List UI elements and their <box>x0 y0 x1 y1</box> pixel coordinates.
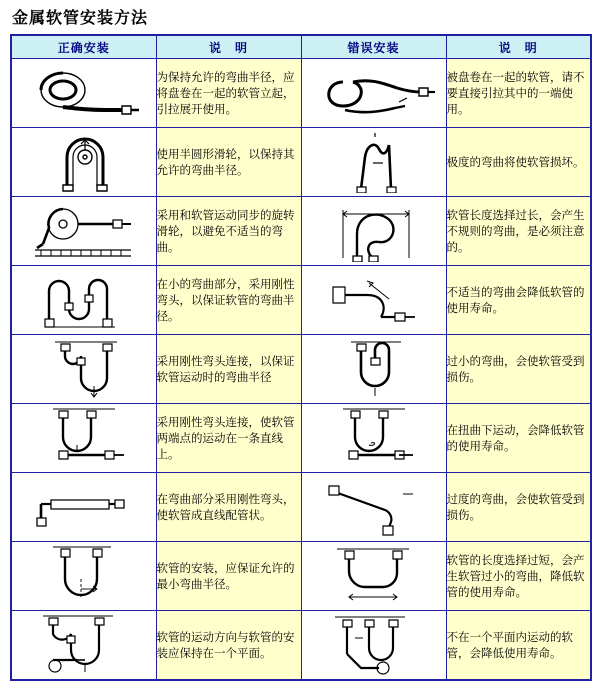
correct-description: 在小的弯曲部分，采用刚性弯头，以保证软管的弯曲半径。 <box>156 266 301 335</box>
rigid-bend-small-radius-icon <box>12 269 156 331</box>
wrong-description: 被盘卷在一起的软管，请不要直接引拉其中的一端使用。 <box>446 59 591 128</box>
correct-illustration-cell <box>11 266 156 335</box>
out-of-plane-motion-icon <box>302 614 446 676</box>
min-bend-radius-install-icon <box>12 545 156 607</box>
correct-description: 采用刚性弯头连接，以保证软管运动时的弯曲半径 <box>156 335 301 404</box>
too-long-hose-icon <box>302 545 446 607</box>
wrong-description: 软管的长度选择过短，会产生软管过小的弯曲，降低软管的使用寿命。 <box>446 542 591 611</box>
wrong-description: 不在一个平面内运动的软管，会降低使用寿命。 <box>446 611 591 681</box>
long-slack-hose-icon <box>302 200 446 262</box>
correct-description: 在弯曲部分采用刚性弯头，使软管成直线配管状。 <box>156 473 301 542</box>
table-row <box>11 473 591 542</box>
table-row <box>11 335 591 404</box>
correct-illustration-cell <box>11 128 156 197</box>
wrong-illustration-cell <box>301 197 446 266</box>
correct-description: 采用刚性弯头连接，使软管两端点的运动在一条直线上。 <box>156 404 301 473</box>
correct-description: 软管的运动方向与软管的安装应保持在一个平面。 <box>156 611 301 681</box>
wrong-illustration-cell <box>301 473 446 542</box>
correct-illustration-cell <box>11 542 156 611</box>
improper-bend-icon <box>302 269 446 331</box>
correct-illustration-cell <box>11 473 156 542</box>
wrong-description: 软管长度选择过长，会产生不规则的弯曲，是必须注意的。 <box>446 197 591 266</box>
straight-line-motion-icon <box>12 407 156 469</box>
table-row <box>11 128 591 197</box>
table-row <box>11 404 591 473</box>
header-description-2: 说 明 <box>446 35 591 59</box>
wrong-illustration-cell <box>301 128 446 197</box>
wrong-description: 在扭曲下运动，会降低软管的使用寿命。 <box>446 404 591 473</box>
tangled-coiled-hose-icon <box>302 62 446 124</box>
header-wrong-install: 错误安装 <box>301 35 446 59</box>
correct-illustration-cell <box>11 335 156 404</box>
header-description-1: 说 明 <box>156 35 301 59</box>
header-correct-install: 正确安装 <box>11 35 156 59</box>
wrong-illustration-cell <box>301 59 446 128</box>
table-row <box>11 542 591 611</box>
table-row <box>11 611 591 681</box>
hose-installation-table <box>10 34 592 681</box>
correct-illustration-cell <box>11 404 156 473</box>
correct-illustration-cell <box>11 611 156 681</box>
excessive-bend-icon <box>302 476 446 538</box>
correct-illustration-cell <box>11 59 156 128</box>
page-title: 金属软管安装方法 <box>12 8 149 27</box>
twisting-motion-icon <box>302 407 446 469</box>
correct-description: 软管的安装，应保证允许的最小弯曲半径。 <box>156 542 301 611</box>
correct-description: 采用和软管运动同步的旋转滑轮，以避免不适当的弯曲。 <box>156 197 301 266</box>
wrong-illustration-cell <box>301 266 446 335</box>
correct-description: 使用半圆形滑轮，以保持其允许的弯曲半径。 <box>156 128 301 197</box>
wrong-description: 过度的弯曲，会使软管受到损伤。 <box>446 473 591 542</box>
correct-illustration-cell <box>11 197 156 266</box>
too-tight-bend-icon <box>302 338 446 400</box>
wrong-illustration-cell <box>301 611 446 681</box>
table-row <box>11 197 591 266</box>
wrong-illustration-cell <box>301 404 446 473</box>
table-header-row <box>11 35 591 59</box>
semicircular-sheave-icon <box>12 131 156 193</box>
table-row <box>11 59 591 128</box>
coiled-hose-icon <box>12 62 156 124</box>
wrong-description: 极度的弯曲将使软管损坏。 <box>446 128 591 197</box>
rotating-sheave-chain-icon <box>12 200 156 262</box>
wrong-description: 过小的弯曲，会使软管受到损伤。 <box>446 335 591 404</box>
correct-description: 为保持允许的弯曲半径，应将盘卷在一起的软管立起，引拉展开使用。 <box>156 59 301 128</box>
wrong-description: 不适当的弯曲会降低软管的使用寿命。 <box>446 266 591 335</box>
wrong-illustration-cell <box>301 542 446 611</box>
same-plane-motion-icon <box>12 614 156 676</box>
sharp-bend-hose-icon <box>302 131 446 193</box>
wrong-illustration-cell <box>301 335 446 404</box>
table-row <box>11 266 591 335</box>
rigid-elbow-straight-piping-icon <box>12 476 156 538</box>
rigid-elbow-connection-icon <box>12 338 156 400</box>
